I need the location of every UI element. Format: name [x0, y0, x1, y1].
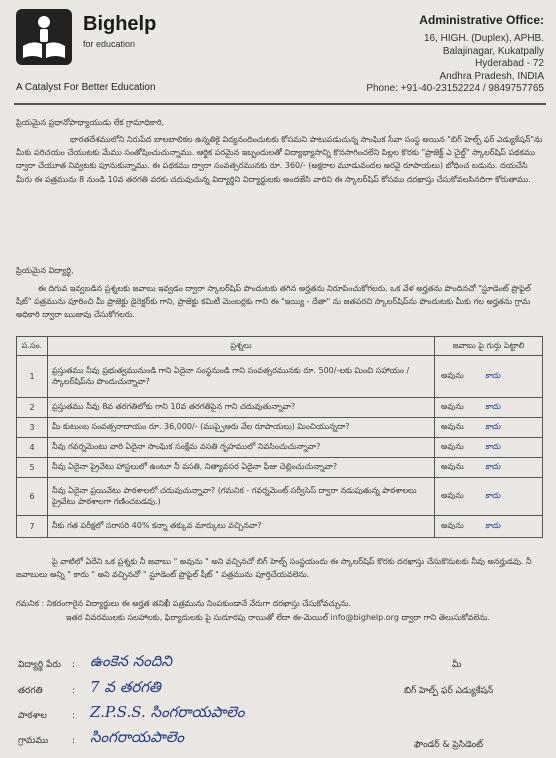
address-line: Balajinagar, Kukatpally	[442, 45, 544, 57]
row-question: మీ కుటుంబ సంవత్సరాదాయం రూ. 36,000/- (ముప్పైఆరు వేల రూపాయలు) మించియున్నదా?	[48, 418, 435, 438]
no-option[interactable]: కాదు	[485, 462, 501, 471]
signoff-organization: బిగ్ హెల్ప్ ఫర్ ఎడ్యుకేషన్	[404, 686, 494, 696]
brand-subtitle: for education	[83, 39, 136, 49]
table-row	[17, 438, 543, 458]
yes-option[interactable]: అవును	[441, 402, 464, 411]
colon: :	[72, 736, 76, 746]
col-header-answer: జవాబు పై గుర్తు పెట్టాలి	[435, 337, 543, 356]
office-address	[366, 13, 544, 96]
office-phone: Phone: +91-40-23152224 / 9849757765	[366, 83, 544, 94]
answer-cell[interactable]	[435, 458, 543, 478]
eligibility-note: పై వాటిలో ఏదేని ఒక ప్రశ్నకు నీ జవాబు " అవును " అని వచ్చినచో బిగ్ హెల్ప్ సంస్థయందు ఈ స్కాలర్‌షిప్ కొరకు దరఖాస్తు చేసుకొనుటకు నీవు అనర్హుడవు. నీ జవాబులు అన్ని " కాదు " అని వచ్చినచో " స్టూడెంట్ ప్రొఫైల్ షీట్ " పత్రమును పూర్తిచేయవలెను.	[16, 557, 532, 579]
greeting-student: ప్రియమైన విద్యార్థి,	[16, 266, 74, 275]
yes-option[interactable]: అవును	[441, 442, 464, 451]
row-question: నీవు ఏదైనా ప్రయివేటు పాఠశాలలో చదువుచున్నావా? (గమనిక - గవర్నమెంట్ సర్వీసెస్ ద్వారా నడుపుతున్న పాఠశాలలు ప్రైవేటు పాఠశాలగా గణించబడవు.)	[48, 478, 435, 516]
row-number: 6	[17, 478, 48, 516]
answer-cell[interactable]	[435, 478, 543, 516]
yes-option[interactable]: అవును	[441, 491, 464, 500]
col-header-questions: ప్రశ్నలు	[48, 337, 435, 356]
row-question: ప్రస్తుతము నీవు ప్రభుత్వమునుండి గాని ఏదైనా సంస్థనుండి గాని సంవత్సరమునకు రూ. 500/-లకు మించి సహాయం / స్కాలర్‌షిప్‌ను పొందుచున్నావా?	[48, 356, 435, 398]
yes-option[interactable]: అవును	[441, 521, 464, 530]
remark-note: గమనిక : నికరంగారైన విద్యార్థులు ఈ అర్హత తనిఖీ పత్రమును నింపకుండానే నేరుగా దరఖాస్తు చేసుకోవచ్చును.	[16, 599, 352, 608]
answer-cell[interactable]	[435, 516, 543, 538]
yes-option[interactable]: అవును	[441, 462, 464, 471]
colon: :	[72, 660, 76, 670]
row-question: ప్రస్తుతము నీవు 8వ తరగతిలోకు గాని 10వ తరగతిపైన గాని చదువుతున్నావా?	[48, 398, 435, 418]
instructions-paragraph: ఈ దిగువ ఇవ్వబడిన ప్రశ్నలకు జవాబు ఇవ్వడం ద్వారా స్కాలర్‌షిప్ పొందుటకు తగిన అర్హతను నిరూపించుకోగలరు. ఒక వేళ అర్హతను పొందినచో "స్టూడెంట్ ప్రొఫైల్ షీట్" పత్రమును పూరించి మీ ప్రాజెక్టు డైరెక్టర్‌కు గాని, ప్రాజెక్టు కమిటీ మెంబర్లకు గాని ఈ "ఇయ్యి - దేతా" ను జతపరచి స్కాలర్‌షిప్‌ను పొందుటకు మీకు గల అర్హతను గ్రామ అధికారి ద్వారా ఋజువు చేసుకోగలరు.	[16, 284, 531, 320]
colon: :	[72, 711, 76, 721]
yes-option[interactable]: అవును	[441, 422, 464, 431]
row-number: 1	[17, 356, 48, 398]
eligibility-table	[16, 336, 543, 538]
office-title: Administrative Office:	[419, 13, 544, 27]
answer-cell[interactable]	[435, 398, 543, 418]
colon: :	[72, 686, 76, 696]
signoff-title: ఫౌండర్ & ప్రెసిడెంట్	[414, 740, 484, 750]
answer-cell[interactable]	[435, 356, 543, 398]
answer-cell[interactable]	[435, 418, 543, 438]
table-header-row	[17, 337, 543, 356]
school-value[interactable]: Z.P.S.S. సింగరాయపాలెం	[90, 703, 245, 721]
no-option[interactable]: కాదు	[485, 491, 501, 500]
row-question: నీకు గత పరీక్షలో సరాసరి 40% కన్నా తక్కువ మార్కులు వచ్చినవా?	[48, 516, 435, 538]
yes-option[interactable]: అవును	[441, 371, 464, 380]
address-line: Hyderabad - 72	[475, 58, 544, 69]
col-header-number: ప.సం.	[17, 337, 48, 356]
address-line: Andhra Pradesh, INDIA	[439, 70, 544, 82]
no-option[interactable]: కాదు	[485, 442, 501, 451]
intro-paragraph: భారతదేశములోని నిరుపేద బాలబాలికల ఉన్నతికై విద్యనందించుటకు కోసమని పాటుపడుచున్న సాంఘిక సేవా సంస్థ అయిన "బిగ్ హెల్ప్ ఫర్ ఎడ్యుకేషన్"ను మీకు పరిచయం చేయుటకు మేము సంతోషించుచున్నాము. ఆర్థిక పరమైన ఇబ్బందులతో విద్యాభ్యాసాన్ని కొనసాగించలేని పిల్లల కొరకు "ప్రాజెక్ట్ ఎ చైల్డ్" స్కాలర్‌షిప్ పథకము ద్వారా చేయూత నివ్వటకు పూనుకున్నాము. ఈ పథకము ద్వారా సంవత్సరమునకు రూ. 360/- (అక్షరాల మూడువందల అరవై రూపాయలు) బోధించ బడును. దయచేసి మీరు ఈ పత్రమును 8 నుండి 10వ తరగతి వరకు చదువుచున్న విద్యార్థిని విద్యార్థులకు అందజేసి వారిని ఈ స్కాలర్‌షిప్ కోసము దరఖాస్తు చేసుకోవలసినదిగా కోరుతాము.	[16, 135, 543, 184]
table-row	[17, 398, 543, 418]
no-option[interactable]: కాదు	[485, 422, 501, 431]
table-row	[17, 478, 543, 516]
no-option[interactable]: కాదు	[485, 371, 501, 380]
signoff-line: మీ	[452, 660, 462, 670]
table-row	[17, 516, 543, 538]
table-row	[17, 356, 543, 398]
bighelp-logo-icon	[15, 8, 73, 66]
answer-cell[interactable]	[435, 438, 543, 458]
row-question: నీవు ఏదైనా ప్రైవేటు హాస్టలులో ఉంటూ నీ వసతి, నిత్యావసర ఏదైనా ఫీజు చెల్లించుచున్నావా?	[48, 458, 435, 478]
greeting-headmaster: ప్రియమైన ప్రధానోపాధ్యాయుడు లేక గ్రామాధికారి,	[16, 118, 165, 127]
village-value[interactable]: సింగరాయపాలెం	[90, 728, 184, 746]
row-number: 7	[17, 516, 48, 538]
brand-name: Bighelp	[83, 13, 157, 35]
contact-note: ఇతర వివరములకు సలహాలకు, ఫిర్యాదులకు పై సుదూరపు రాయితో లేదా ఈ-మెయిల్ info@bighelp.org ద్వారా గాని తెలుసుకోవలెను.	[66, 613, 491, 622]
row-number: 5	[17, 458, 48, 478]
tagline: A Catalyst For Better Education	[16, 82, 156, 93]
no-option[interactable]: కాదు	[485, 521, 501, 530]
row-question: నీవు గవర్నమెంటు వారి ఏదైనా సాంఘిక సంక్షేమ వసతి గృహములో నివసించుచున్నావా?	[48, 438, 435, 458]
student-name-value[interactable]: ఉంకెన నందిని	[90, 652, 172, 670]
table-row	[17, 458, 543, 478]
row-number: 4	[17, 438, 48, 458]
row-number: 3	[17, 418, 48, 438]
row-number: 2	[17, 398, 48, 418]
school-label: పాఠశాల	[18, 711, 47, 721]
table-row	[17, 418, 543, 438]
village-label: గ్రామము	[18, 736, 49, 746]
no-option[interactable]: కాదు	[485, 402, 501, 411]
header-divider	[14, 103, 546, 105]
class-label: తరగతి	[18, 686, 43, 696]
student-name-label: విద్యార్థి పేరు	[18, 660, 61, 670]
class-value[interactable]: 7 వ తరగతి	[90, 678, 161, 696]
address-line: 16, HIGH. (Duplex), APHB.	[423, 33, 544, 44]
